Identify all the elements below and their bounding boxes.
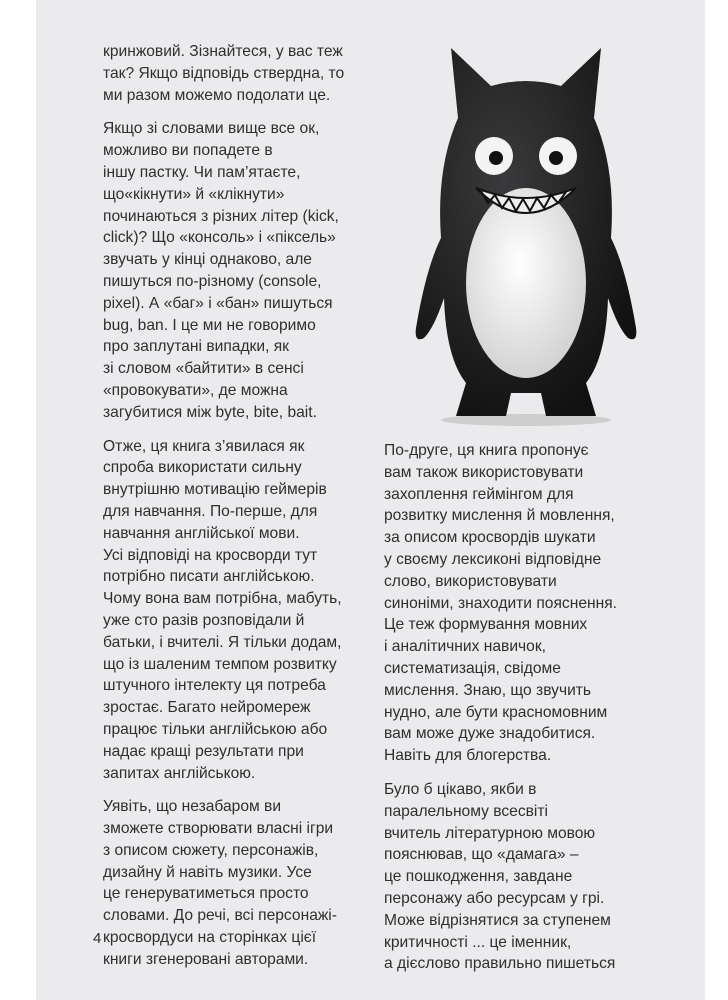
text-line: так? Якщо відповідь ствердна, то [103, 64, 345, 82]
text-line: починаються з різних літер (kick, [103, 207, 339, 225]
text-line: зростає. Багато нейромереж [103, 699, 311, 717]
text-line: нудно, але бути красномовним [384, 703, 608, 721]
left-column [103, 41, 344, 983]
text-line: про заплутані випадки, як [103, 338, 290, 356]
text-line: кросвордуси на сторінках цієї [103, 929, 317, 947]
text-line: можливо ви попадете в [103, 142, 273, 160]
text-line: і аналітичних навичок, [384, 638, 546, 656]
text-line: потрібно писати англійською. [103, 568, 315, 586]
text-line: По-друге, ця книга пропонує [384, 442, 589, 459]
text-line: Чому вона вам потрібна, мабуть, [103, 590, 342, 608]
text-line: словами. До речі, всі персонажі- [103, 907, 337, 925]
text-line: Усі відповіді на кросворди тут [103, 546, 318, 564]
text-line: це пошкодження, завдане [384, 868, 573, 886]
paragraph [103, 118, 344, 423]
monster-illustration [396, 38, 656, 428]
paragraph [103, 436, 344, 785]
text-line: розвитку мислення й мовлення, [384, 507, 615, 525]
text-line: Було б цікаво, якби в [384, 780, 537, 798]
text-line: pixel). А «баг» і «бан» пишуться [103, 294, 333, 312]
text-line: критичності ... це іменник, [384, 933, 572, 951]
text-line: вам також використовувати [384, 463, 584, 481]
text-line: що із шаленим темпом розвитку [103, 655, 337, 673]
text-line: систематизація, свідоме [384, 659, 561, 677]
text-line: Може відрізнятися за ступенем [384, 911, 611, 929]
text-line: Навіть для блогерства. [384, 747, 552, 765]
book-page [36, 0, 705, 1000]
text-line: вчитель літературною мовою [384, 824, 596, 842]
text-line: для навчання. По-перше, для [103, 502, 318, 520]
text-line: click)? Що «консоль» і «піксель» [103, 229, 336, 247]
text-line: працює тільки англійською або [103, 720, 328, 738]
text-line: слово, використовувати [384, 572, 557, 590]
text-line: паралельному всесвіті [384, 802, 548, 820]
text-line: батьки, і вчителі. Я тільки додам, [103, 633, 342, 651]
text-line: bug, ban. І це ми не говоримо [103, 316, 316, 334]
text-line: що«кікнути» й «клікнути» [103, 185, 285, 203]
right-column [384, 440, 617, 987]
text-line: ми разом можемо подолати це. [103, 86, 331, 104]
text-line: Якщо зі словами вище все ок, [103, 120, 320, 138]
text-line: Це теж формування мовних [384, 616, 588, 634]
text-line: внутрішню мотивацію геймерів [103, 481, 327, 499]
text-line: надає кращі результати при [103, 742, 304, 760]
text-line: зі словом «байтити» в сенсі [103, 360, 304, 378]
text-line: звучать у кінці однаково, але [103, 251, 312, 269]
text-line: загубитися між byte, bite, bait. [103, 403, 317, 421]
text-line: уже сто разів розповідали й [103, 611, 305, 629]
text-line: Отже, ця книга з’явилася як [103, 437, 305, 455]
text-line: «провокувати», де можна [103, 381, 288, 399]
text-line: захоплення геймінгом для [384, 485, 574, 503]
page-number: 4 [93, 930, 102, 947]
text-line: книги згенеровані авторами. [103, 950, 309, 968]
text-line: з описом сюжету, персонажів, [103, 841, 319, 859]
text-line: навчання англійської мови. [103, 524, 300, 542]
text-line: спроба використати сильну [103, 459, 302, 477]
text-line: за описом кросвордів шукати [384, 529, 596, 547]
text-line: запитах англійською. [103, 764, 256, 782]
text-line: кринжовий. Зізнайтеся, у вас теж [103, 43, 343, 60]
text-line: вам може дуже знадобитися. [384, 725, 596, 743]
paragraph [384, 779, 617, 975]
text-line: пишуться по-різному (console, [103, 272, 322, 290]
text-line: мислення. Знаю, що звучить [384, 681, 592, 699]
text-line: синоніми, знаходити пояснення. [384, 594, 617, 612]
paragraph [103, 41, 344, 106]
paragraph [384, 440, 617, 767]
text-line: Уявіть, що незабаром ви [103, 798, 282, 816]
text-line: дизайну й навіть музики. Усе [103, 863, 312, 881]
text-line: а дієслово правильно пишеться [384, 955, 616, 973]
text-line: зможете створювати власні ігри [103, 820, 334, 838]
text-line: пояснював, що «дамага» – [384, 846, 579, 864]
text-line: штучного інтелекту ця потреба [103, 677, 326, 695]
text-line: у своєму лексиконі відповідне [384, 550, 602, 568]
paragraph [103, 796, 344, 970]
text-line: це генеруватиметься просто [103, 885, 309, 903]
text-line: іншу пастку. Чи пам’ятаєте, [103, 163, 301, 181]
text-line: персонажу або ресурсам у грі. [384, 889, 605, 907]
